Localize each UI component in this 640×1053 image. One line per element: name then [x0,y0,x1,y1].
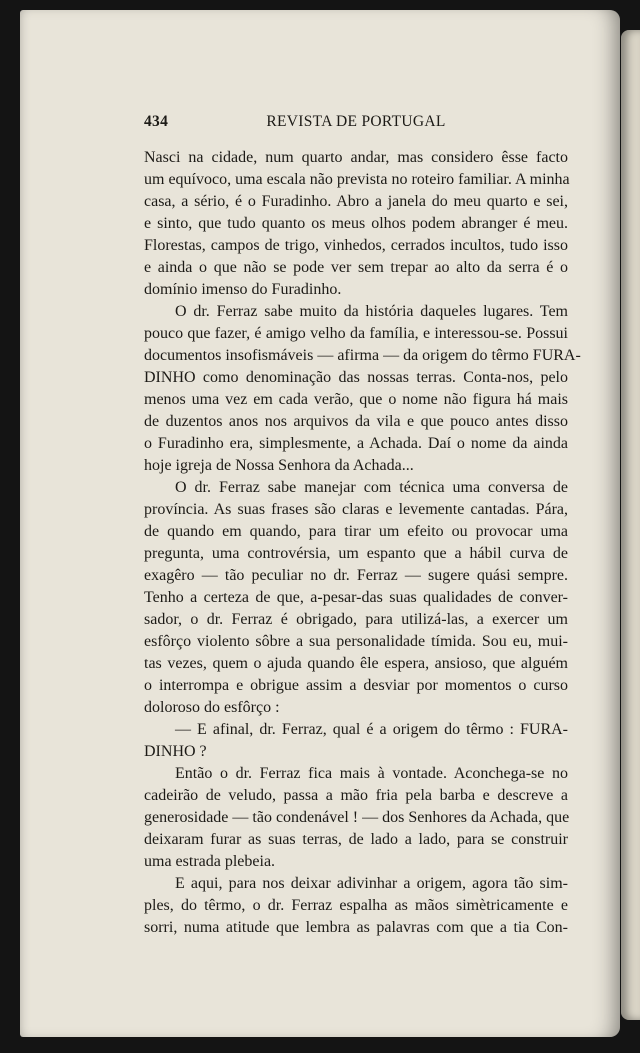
text-line: hoje igreja de Nossa Senhora da Achada... [144,457,414,474]
text-line: cadeirão de veludo, passa a mão fria pela barba e descreve a [144,787,568,804]
text-line: O dr. Ferraz sabe muito da história daqueles lugares. Tem [175,303,568,320]
text-line: o interrompa e obrigue assim a desviar por momentos o curso [144,677,568,694]
text-line: o Furadinho era, simplesmente, a Achada. Daí o nome da ainda [144,435,568,452]
text-line: deixaram furar as suas terras, de lado a lado, para se construir [144,831,568,848]
text-line: casa, a sério, é o Furadinho. Abro a janela do meu quarto e sei, [144,193,568,210]
text-line: exagêro — tão peculiar no dr. Ferraz — sugere quási sempre. [144,567,568,584]
text-line: generosidade — tão condenável ! — dos Senhores da Achada, que [144,809,570,826]
text-line: Então o dr. Ferraz fica mais à vontade. Aconchega-se no [175,765,568,782]
text-line: pregunta, uma controvérsia, um espanto que a hábil curva de [144,545,568,562]
text-line: e sinto, que tudo quanto os meus olhos podem abranger é meu. [144,215,568,232]
text-line: DINHO como denominação das nossas terras. Conta-nos, pelo [144,369,568,386]
text-line: ples, do têrmo, o dr. Ferraz espalha as mãos simètricamente e [144,897,568,914]
page-header [144,113,568,133]
running-title: REVISTA DE PORTUGAL [266,113,446,130]
text-line: uma estrada plebeia. [144,853,276,870]
text-line: pouco que fazer, é amigo velho da família, e interessou-se. Possui [144,325,568,342]
text-line: Tenho a certeza de que, a-pesar-das suas qualidades de conver- [144,589,568,606]
text-line: doloroso do esfôrço : [144,699,280,716]
text-line: de duzentos anos nos arquivos da vila e que pouco antes disso [144,413,568,430]
text-line: O dr. Ferraz sabe manejar com técnica uma conversa de [175,479,568,496]
text-line: e ainda o que não se pode ver sem trepar ao alto da serra é o [144,259,568,276]
text-line: — E afinal, dr. Ferraz, qual é a origem do têrmo : FURA- [175,721,568,738]
text-line: E aqui, para nos deixar adivinhar a origem, agora tão sim- [175,875,568,892]
text-line: um equívoco, uma escala não prevista no roteiro familiar. A minha [144,171,570,188]
text-line: documentos insofismáveis — afirma — da origem do têrmo FURA- [144,347,581,364]
text-line: sorri, numa atitude que lembra as palavras com que a tia Con- [144,919,568,936]
next-page-edge [621,30,640,1020]
text-line: tas vezes, quem o ajuda quando êle espera, ansioso, que alguém [144,655,568,672]
text-line: domínio imenso do Furadinho. [144,281,342,298]
text-line: sador, o dr. Ferraz é obrigado, para utilizá-las, a exercer um [144,611,568,628]
text-line: Nasci na cidade, num quarto andar, mas considero êsse facto [144,149,568,166]
text-line: menos uma vez em cada verão, que o nome não figura há mais [144,391,568,408]
text-line: província. As suas frases são claras e levemente cantadas. Pára, [144,501,568,518]
text-line: Florestas, campos de trigo, vinhedos, cerrados incultos, tudo isso [144,237,568,254]
page-number: 434 [144,113,169,130]
text-line: de quando em quando, para tirar um efeito ou provocar uma [144,523,568,540]
text-line: DINHO ? [144,743,207,760]
text-line: esfôrço violento sôbre a sua personalidade tímida. Sou eu, mui- [144,633,568,650]
